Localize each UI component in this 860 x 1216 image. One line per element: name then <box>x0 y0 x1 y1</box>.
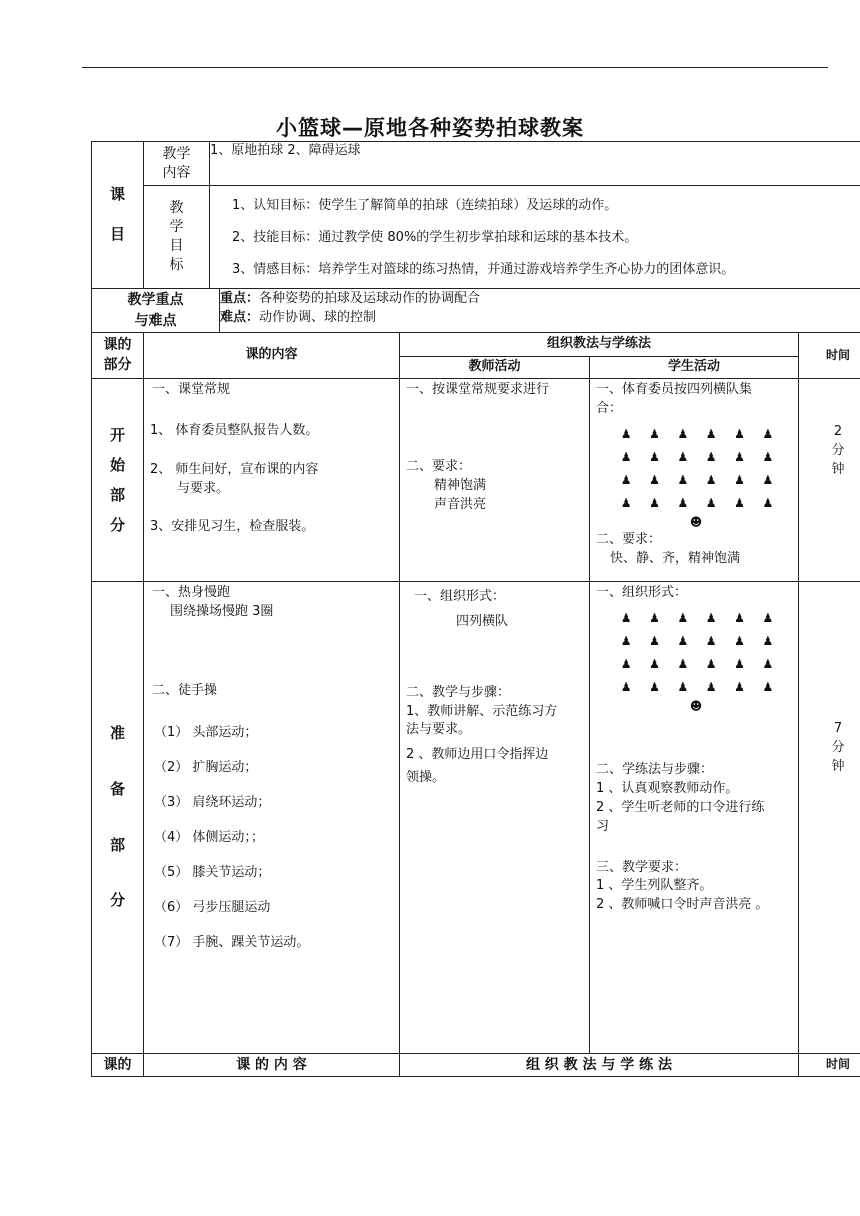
prep-teacher-activity: 一、组织形式： 四列横队 二、教学与步骤： 1、教师讲解、示范练习方 法与要求。 2 、教师边用口令指挥边 领操。 <box>400 582 590 1054</box>
start-content: 一、课堂常规 1、 体育委员整队报告人数。 2、 师生问好，宣布课的内容 与要求。 3、安排见习生，检查服装。 <box>144 379 400 582</box>
student-marker-icon: ♟ <box>734 495 745 510</box>
student-marker-icon: ♟ <box>677 426 689 441</box>
exercise-item: （7） 手腕、踝关节运动。 <box>154 934 310 950</box>
student-marker-icon: ♟ <box>620 610 632 625</box>
student-marker-icon: ♟ <box>762 656 774 671</box>
footer-section-header: 课的 <box>92 1054 144 1077</box>
exercise-item: （3） 肩绕环运动； <box>154 794 271 810</box>
start-formation <box>612 425 782 512</box>
student-marker-icon: ♟ <box>705 472 717 487</box>
content-header: 课的内容 <box>144 333 400 379</box>
teaching-goals-list <box>210 186 860 289</box>
student-marker-icon: ♟ <box>734 679 745 694</box>
prep-section-label: 准 备 部 分 <box>92 582 144 1054</box>
teacher-marker-icon: ☻ <box>689 514 703 529</box>
student-marker-icon: ♟ <box>677 495 689 510</box>
student-marker-icon: ♟ <box>620 679 632 694</box>
goal-item: 2、技能目标：通过教学使 80%的学生初步掌拍球和运球的基本技术。 <box>232 230 638 245</box>
teacher-marker-icon: ☻ <box>689 698 703 713</box>
student-marker-icon: ♟ <box>649 679 660 694</box>
student-marker-icon: ♟ <box>620 449 632 464</box>
exercise-item: （1） 头部运动； <box>154 724 258 740</box>
exercise-item: （6） 弓步压腿运动 <box>154 899 271 915</box>
student-marker-icon: ♟ <box>620 495 632 510</box>
student-marker-icon: ♟ <box>677 679 689 694</box>
student-marker-icon: ♟ <box>620 426 632 441</box>
time-header: 时间 <box>799 333 860 379</box>
student-marker-icon: ♟ <box>734 633 745 648</box>
start-teacher-activity: 一、按课堂常规要求进行 二、要求： 精神饱满 声音洪亮 <box>400 379 590 582</box>
exercise-item: （5） 膝关节运动； <box>154 864 271 880</box>
student-marker-icon: ♟ <box>762 495 774 510</box>
student-marker-icon: ♟ <box>762 426 774 441</box>
student-marker-icon: ♟ <box>649 472 660 487</box>
footer-content-header: 课 的 内 容 <box>144 1054 400 1077</box>
student-marker-icon: ♟ <box>705 495 717 510</box>
student-marker-icon: ♟ <box>677 472 689 487</box>
header-rule <box>82 67 828 68</box>
student-marker-icon: ♟ <box>734 610 745 625</box>
student-marker-icon: ♟ <box>677 633 689 648</box>
prep-student-activity: 一、组织形式： ♟ ♟ ♟ ♟ ♟ ♟ ♟ ♟ ♟ ♟ ♟ ♟ ♟ ♟ ♟ ♟ ♟ ♟ ♟ ♟ ♟ ♟ ♟ ♟ ☻ 二、学练法与步骤： 1 、认真观察教师动作。 2 、学生听老师的口令进行练 习 三、教学要求： 1 、学生列队整齐。 2 、教师喊口令时声音洪亮 。 <box>590 582 799 1054</box>
footer-time-header: 时间 <box>799 1054 860 1077</box>
student-marker-icon: ♟ <box>734 656 745 671</box>
prep-content: 一、热身慢跑 围绕操场慢跑 3圈 二、徒手操 （1） 头部运动； （2） 扩胸运动； （3） 肩绕环运动； （4） 体侧运动；； （5） 膝关节运动； （6） 弓步压腿运动 （7） 手腕、踝关节运动。 <box>144 582 400 1054</box>
teacher-activity-header: 教师活动 <box>400 357 590 379</box>
student-marker-icon: ♟ <box>649 610 660 625</box>
student-marker-icon: ♟ <box>762 610 774 625</box>
section-header: 课的 部分 <box>92 333 144 379</box>
student-marker-icon: ♟ <box>734 449 745 464</box>
lesson-plan-table <box>91 141 860 1077</box>
teaching-content-label: 教学 内容 <box>144 142 210 186</box>
goal-item: 1、认知目标：使学生了解简单的拍球（连续拍球）及运球的动作。 <box>232 198 618 213</box>
student-marker-icon: ♟ <box>734 426 745 441</box>
student-marker-icon: ♟ <box>620 633 632 648</box>
student-marker-icon: ♟ <box>705 679 717 694</box>
key-points-text: 重点：各种姿势的拍球及运球动作的协调配合 难点：动作协调、球的控制 <box>220 289 860 333</box>
student-marker-icon: ♟ <box>620 472 632 487</box>
student-marker-icon: ♟ <box>705 449 717 464</box>
student-marker-icon: ♟ <box>649 426 660 441</box>
student-marker-icon: ♟ <box>620 656 632 671</box>
student-marker-icon: ♟ <box>649 633 660 648</box>
student-marker-icon: ♟ <box>705 426 717 441</box>
student-marker-icon: ♟ <box>649 495 660 510</box>
student-marker-icon: ♟ <box>705 610 717 625</box>
ke-mu-label: 课 目 <box>92 142 144 289</box>
teaching-goals-label: 教 学 目 标 <box>144 186 210 289</box>
student-marker-icon: ♟ <box>762 679 774 694</box>
student-marker-icon: ♟ <box>649 656 660 671</box>
student-marker-icon: ♟ <box>734 472 745 487</box>
exercise-item: （4） 体侧运动；； <box>154 829 264 845</box>
document-title: 小篮球—原地各种姿势拍球教案 <box>276 116 584 140</box>
footer-method-header: 组 织 教 法 与 学 练 法 <box>400 1054 799 1077</box>
start-time: 2 分 钟 <box>799 379 860 582</box>
student-marker-icon: ♟ <box>762 449 774 464</box>
method-header: 组织教法与学练法 <box>400 333 799 357</box>
prep-formation <box>612 609 782 696</box>
start-student-activity: 一、体育委员按四列横队集 合： ♟ ♟ ♟ ♟ ♟ ♟ ♟ ♟ ♟ ♟ ♟ ♟ ♟ ♟ ♟ ♟ ♟ ♟ ♟ ♟ ♟ ♟ ♟ ♟ ☻ 二、要求： 快、静、齐，精神饱满 <box>590 379 799 582</box>
goal-item: 3、情感目标：培养学生对篮球的练习热情，并通过游戏培养学生齐心协力的团体意识。 <box>232 262 735 277</box>
student-marker-icon: ♟ <box>677 656 689 671</box>
key-points-label: 教学重点 与难点 <box>92 289 220 333</box>
student-marker-icon: ♟ <box>677 449 689 464</box>
student-marker-icon: ♟ <box>705 633 717 648</box>
student-marker-icon: ♟ <box>677 610 689 625</box>
student-marker-icon: ♟ <box>762 633 774 648</box>
student-marker-icon: ♟ <box>705 656 717 671</box>
student-marker-icon: ♟ <box>649 449 660 464</box>
student-activity-header: 学生活动 <box>590 357 799 379</box>
start-section-label: 开 始 部 分 <box>92 379 144 582</box>
student-marker-icon: ♟ <box>762 472 774 487</box>
prep-time: 7 分 钟 <box>799 582 860 1054</box>
teaching-content-text: 1、原地拍球 2、障碍运球 <box>210 142 860 186</box>
exercise-item: （2） 扩胸运动； <box>154 759 258 775</box>
